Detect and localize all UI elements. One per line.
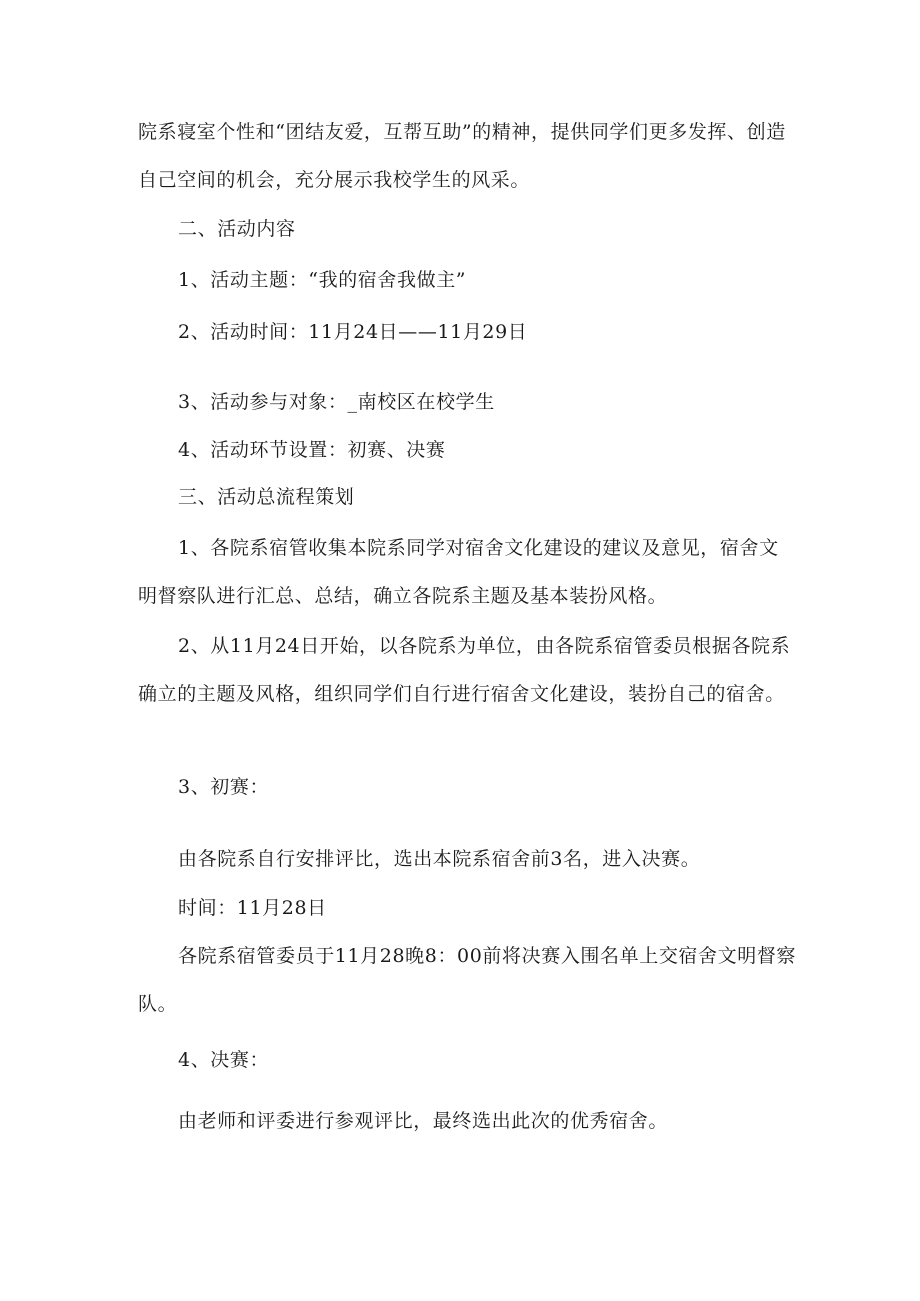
- item-activity-participants: 3、活动参与对象：_南校区在校学生: [178, 391, 495, 413]
- paragraph-step-2: 2、从11月24日开始，以各院系为单位，由各院系宿管委员根据各院系确立的主题及风格，组织同学们自行进行宿舍文化建设，装扮自己的宿舍。: [138, 635, 791, 705]
- heading-preliminary: 3、初赛：: [178, 776, 270, 798]
- paragraph-preliminary-desc: 由各院系自行安排评比，选出本院系宿舍前3名，进入决赛。: [178, 848, 701, 870]
- heading-overall-process: 三、活动总流程策划: [178, 486, 355, 508]
- item-activity-time: 2、活动时间：11月24日——11月29日: [178, 321, 528, 343]
- item-activity-theme: 1、活动主题：“我的宿舍我做主”: [178, 269, 467, 291]
- paragraph-intro-continuation: 院系寝室个性和“团结友爱，互帮互助”的精神，提供同学们更多发挥、创造自己空间的机会，充分展示我校学生的风采。: [138, 121, 786, 191]
- heading-activity-content: 二、活动内容: [178, 218, 296, 240]
- heading-final: 4、决赛：: [178, 1049, 270, 1071]
- paragraph-step-1: 1、各院系宿管收集本院系同学对宿舍文化建设的建议及意见，宿舍文明督察队进行汇总、总结，确立各院系主题及基本装扮风格。: [138, 537, 779, 607]
- paragraph-final-desc: 由老师和评委进行参观评比，最终选出此次的优秀宿舍。: [178, 1110, 669, 1132]
- paragraph-preliminary-time: 时间：11月28日: [178, 897, 327, 919]
- item-activity-stages: 4、活动环节设置：初赛、决赛: [178, 439, 446, 461]
- paragraph-preliminary-deadline: 各院系宿管委员于11月28晚8：00前将决赛入围名单上交宿舍文明督察队。: [138, 945, 797, 1015]
